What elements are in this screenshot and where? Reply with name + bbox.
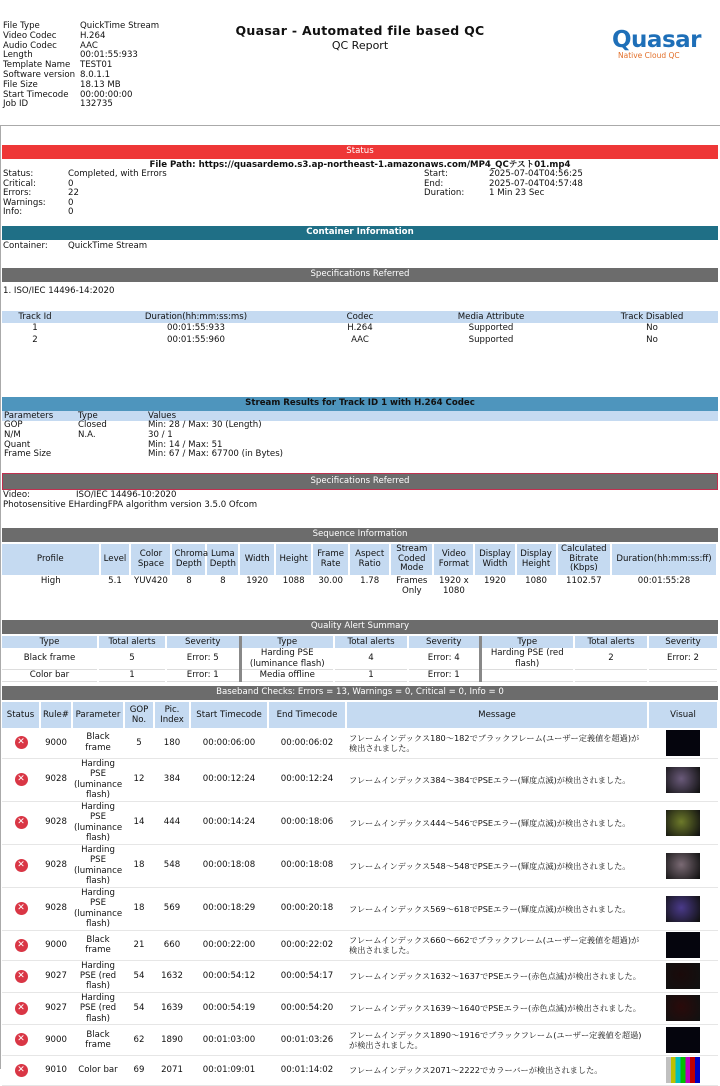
error-icon[interactable]: ✕ (15, 1064, 28, 1077)
frame-thumbnail[interactable] (666, 730, 700, 756)
sequence-column-header: Level (100, 544, 131, 575)
quality-alert-bar: Quality Alert Summary (2, 620, 718, 634)
visual-cell (648, 960, 718, 992)
table-cell: Black frame (72, 728, 124, 758)
baseband-checks-bar: Baseband Checks: Errors = 13, Warnings = 0, Critical = 0, Info = 0 (2, 686, 718, 700)
table-cell: 00:00:14:24 (190, 801, 268, 844)
error-icon[interactable]: ✕ (15, 1002, 28, 1015)
table-cell: Frame Size (4, 449, 52, 460)
frame-thumbnail[interactable] (666, 1057, 700, 1083)
status-key: Status: (3, 169, 34, 179)
spec-item: 1. ISO/IEC 14496-14:2020 (3, 286, 115, 296)
status-cell (2, 1024, 40, 1055)
table-row (2, 441, 718, 451)
specs-referred-bar-2: Specifications Referred (2, 473, 718, 490)
table-cell: Black frame (72, 1024, 124, 1055)
table-cell: 1 (32, 323, 38, 333)
table-cell: Supported (468, 323, 514, 333)
table-cell: Harding PSE (luminance flash) (74, 801, 123, 843)
table-cell: 9000 (40, 930, 72, 960)
container-label: Container: (3, 241, 48, 251)
table-cell: 54 (124, 992, 154, 1024)
sequence-column-header: Stream Coded Mode (390, 544, 433, 575)
table-cell: 548 (154, 844, 190, 887)
table-row (2, 844, 718, 887)
quality-column-header: Type (480, 636, 574, 648)
table-cell (648, 670, 718, 682)
baseband-column-header: Pic. Index (154, 702, 190, 728)
table-cell: 00:00:22:02 (268, 930, 346, 960)
table-cell: 00:00:12:24 (268, 758, 346, 801)
table-cell: N/M (4, 429, 21, 440)
status-key: Errors: (3, 188, 32, 198)
table-cell: 1632 (154, 960, 190, 992)
table-cell: Harding PSE (luminance flash) (74, 887, 123, 929)
baseband-column-header: Start Timecode (190, 702, 268, 728)
baseband-column-header: Parameter (72, 702, 124, 728)
table-cell: 1920 x 1080 (439, 576, 469, 596)
frame-thumbnail[interactable] (666, 995, 700, 1021)
table-cell: 1080 (525, 576, 547, 586)
table-row (2, 431, 718, 441)
table-cell: 00:00:18:06 (268, 801, 346, 844)
table-cell: 00:00:54:17 (268, 960, 346, 992)
table-cell: 9028 (40, 801, 72, 844)
table-cell: 5 (124, 728, 154, 758)
status-value: 0 (68, 197, 74, 208)
table-row (2, 648, 718, 670)
status-cell (2, 758, 40, 801)
status-value: 2025-07-04T04:57:48 (489, 178, 583, 189)
meta-key: File Size (3, 79, 38, 90)
track-column-header: Codec (324, 311, 396, 323)
table-cell: 1 (98, 670, 166, 682)
meta-key: Length (3, 50, 33, 61)
table-cell: 00:00:18:08 (190, 844, 268, 887)
table-cell: 30.00 (318, 576, 343, 586)
stream-column-header: Values (146, 411, 718, 421)
table-cell: Min: 28 / Max: 30 (Length) (148, 420, 262, 430)
sequence-column-header: Aspect Ratio (349, 544, 390, 575)
container-value: QuickTime Stream (68, 241, 148, 251)
message-cell: フレームインデックス384～384でPSEエラー(輝度点滅)が検出されました。 (346, 758, 648, 801)
table-cell: 00:01:55:933 (167, 323, 225, 333)
status-bar: Status (2, 145, 718, 159)
table-cell: 69 (124, 1055, 154, 1085)
table-cell: High (40, 576, 61, 586)
table-cell: 00:00:22:00 (190, 930, 268, 960)
quality-column-header: Total alerts (98, 636, 166, 648)
table-cell: 569 (154, 887, 190, 930)
stream-column-header: Type (76, 411, 146, 421)
table-cell: 00:00:54:19 (190, 992, 268, 1024)
logo-wordmark: Quasar (612, 27, 701, 53)
table-cell: 2071 (154, 1055, 190, 1085)
table-row (2, 887, 718, 930)
status-cell (2, 960, 40, 992)
status-cell (2, 728, 40, 758)
meta-value: 132735 (80, 99, 113, 110)
quality-column-header: Total alerts (334, 636, 408, 648)
quasar-logo (612, 27, 701, 60)
container-info-bar: Container Information (2, 226, 718, 240)
meta-value: TEST01 (80, 60, 113, 71)
table-cell: Supported (468, 334, 514, 345)
table-cell: Harding PSE (red flash) (480, 648, 574, 670)
table-cell: 9000 (40, 1024, 72, 1055)
table-row (2, 670, 718, 682)
meta-key: Template Name (3, 60, 71, 71)
table-cell: Harding PSE (red flash) (72, 992, 124, 1024)
table-cell: 660 (154, 930, 190, 960)
table-cell: 8 (186, 576, 192, 586)
frame-thumbnail[interactable] (666, 932, 700, 958)
table-cell: Error: 1 (408, 670, 480, 682)
table-cell: 2 (574, 648, 648, 670)
status-value: Completed, with Errors (68, 169, 167, 179)
table-cell: 1.78 (360, 576, 380, 586)
quality-column-header: Type (2, 636, 98, 648)
message-cell: フレームインデックス2071～2222でカラーバーが検出されました。 (346, 1055, 648, 1085)
table-cell: 00:01:03:00 (190, 1024, 268, 1055)
visual-cell (648, 728, 718, 758)
message-cell: フレームインデックス444～546でPSEエラー(輝度点滅)が検出されました。 (346, 801, 648, 844)
sequence-column-header: Width (239, 544, 275, 575)
status-cell (2, 844, 40, 887)
sequence-column-header: Frame Rate (312, 544, 349, 575)
status-row (3, 199, 167, 209)
status-cell (2, 992, 40, 1024)
table-cell: 00:00:20:18 (268, 887, 346, 930)
error-icon[interactable]: ✕ (15, 939, 28, 952)
table-cell: 4 (334, 648, 408, 670)
error-icon[interactable]: ✕ (15, 773, 28, 786)
table-cell: Black frame (2, 648, 98, 670)
meta-key: File Type (3, 21, 40, 31)
sequence-column-header: Duration(hh:mm:ss:ff) (611, 544, 717, 575)
status-key: Critical: (3, 178, 36, 189)
table-row (2, 728, 718, 758)
table-row (2, 801, 718, 844)
table-cell: 00:00:12:24 (190, 758, 268, 801)
meta-value: 8.0.1.1 (80, 69, 111, 80)
table-cell: 9028 (40, 758, 72, 801)
table-cell: 384 (154, 758, 190, 801)
table-cell: 30 / 1 (148, 429, 173, 440)
table-row (2, 323, 718, 335)
error-icon[interactable]: ✕ (15, 902, 28, 915)
pse-algorithm: Photosensitive EHardingFPA algorithm version 3.5.0 Ofcom (3, 500, 258, 510)
baseband-column-header: End Timecode (268, 702, 346, 728)
message-cell: フレームインデックス660～662でブラックフレーム(ユーザー定義値を超過)が検出されました。 (346, 930, 648, 960)
table-cell: Harding PSE (red flash) (72, 960, 124, 992)
table-row (2, 421, 718, 431)
sequence-column-header: Display Height (516, 544, 557, 575)
meta-row (3, 100, 159, 110)
table-cell (76, 441, 146, 451)
sequence-column-header: Luma Depth (206, 544, 239, 575)
error-icon[interactable]: ✕ (15, 970, 28, 983)
track-column-header: Track Disabled (586, 311, 718, 323)
sequence-column-header: Display Width (474, 544, 515, 575)
table-cell: 5 (98, 648, 166, 670)
baseband-column-header: GOP No. (124, 702, 154, 728)
table-cell: Color bar (2, 670, 98, 682)
table-cell: 9027 (40, 960, 72, 992)
meta-value: 18.13 MB (80, 79, 121, 90)
stream-results-table (2, 411, 718, 460)
meta-value: QuickTime Stream (80, 21, 160, 31)
table-cell: H.264 (347, 323, 373, 333)
table-cell: 62 (124, 1024, 154, 1055)
sequence-column-header: Height (275, 544, 312, 575)
table-cell: 9010 (40, 1055, 72, 1085)
table-cell: 9028 (40, 887, 72, 930)
video-spec-value: ISO/IEC 14496-10:2020 (76, 490, 177, 500)
table-cell: Closed (78, 420, 107, 430)
table-cell: 54 (124, 960, 154, 992)
table-cell: 00:00:18:08 (268, 844, 346, 887)
meta-value: H.264 (80, 30, 106, 41)
sequence-column-header: Chroma Depth (171, 544, 206, 575)
status-timing (424, 170, 583, 199)
meta-key: Start Timecode (3, 89, 69, 100)
table-cell: Error: 4 (408, 648, 480, 670)
table-cell: 1 (334, 670, 408, 682)
file-path: File Path: https://quasardemo.s3.ap-northeast-1.amazonaws.com/MP4_QCテスト01.mp4 (149, 160, 571, 170)
table-cell: Quant (4, 439, 31, 450)
status-cell (2, 887, 40, 930)
meta-value: 00:00:00:00 (80, 89, 133, 100)
table-cell: YUV420 (134, 576, 168, 586)
table-cell: 00:00:06:00 (190, 728, 268, 758)
visual-cell (648, 992, 718, 1024)
track-column-header: Track Id (2, 311, 68, 323)
table-cell: 1102.57 (566, 576, 602, 586)
error-icon[interactable]: ✕ (15, 816, 28, 829)
table-cell: 00:01:14:02 (268, 1055, 346, 1085)
table-row (2, 960, 718, 992)
status-cell (2, 1055, 40, 1085)
table-row (2, 930, 718, 960)
quality-alert-table (2, 636, 719, 682)
status-key: End: (424, 178, 444, 189)
quality-column-header: Type (240, 636, 334, 648)
frame-thumbnail[interactable] (666, 1027, 700, 1053)
baseband-column-header: Message (346, 702, 648, 728)
message-cell: フレームインデックス569～618でPSEエラー(輝度点滅)が検出されました。 (346, 887, 648, 930)
frame-thumbnail[interactable] (666, 963, 700, 989)
meta-value: 00:01:55:933 (80, 50, 138, 61)
frame-thumbnail[interactable] (666, 853, 700, 879)
table-cell: 18 (124, 887, 154, 930)
meta-value: AAC (80, 40, 98, 51)
visual-cell (648, 930, 718, 960)
status-row (3, 208, 167, 218)
table-cell: 00:01:55:960 (167, 334, 225, 345)
visual-cell (648, 844, 718, 887)
table-row (2, 335, 718, 347)
table-cell: 9028 (40, 844, 72, 887)
frame-thumbnail[interactable] (666, 810, 700, 836)
table-cell: 00:01:09:01 (190, 1055, 268, 1085)
table-cell: No (646, 334, 658, 345)
message-cell: フレームインデックス1890～1916でブラックフレーム(ユーザー定義値を超過)が検出されました。 (346, 1024, 648, 1055)
track-column-header: Duration(hh:mm:ss:ms) (68, 311, 324, 323)
table-cell: 14 (124, 801, 154, 844)
table-cell: 444 (154, 801, 190, 844)
table-cell: 180 (154, 728, 190, 758)
table-cell: No (646, 323, 658, 333)
table-cell: 00:00:54:20 (268, 992, 346, 1024)
table-row (2, 992, 718, 1024)
table-cell: Min: 14 / Max: 51 (148, 439, 223, 450)
table-row (2, 758, 718, 801)
meta-key: Audio Codec (3, 40, 57, 51)
stream-column-header: Parameters (2, 411, 76, 421)
quality-column-header: Total alerts (574, 636, 648, 648)
status-value: 22 (68, 188, 79, 198)
quality-column-header: Severity (648, 636, 718, 648)
table-row (2, 450, 718, 460)
quality-column-header: Severity (166, 636, 240, 648)
report-subtitle: QC Report (331, 39, 389, 52)
table-row (2, 1055, 718, 1085)
baseband-column-header: Status (2, 702, 40, 728)
status-value: 1 Min 23 Sec (489, 188, 545, 198)
table-cell: Error: 1 (166, 670, 240, 682)
status-key: Warnings: (3, 197, 46, 208)
table-cell: Min: 67 / Max: 67700 (in Bytes) (148, 449, 284, 460)
baseband-table (2, 702, 719, 1086)
video-spec-label: Video: (3, 490, 30, 500)
table-cell (574, 670, 648, 682)
table-cell: 18 (124, 844, 154, 887)
logo-tagline: Native Cloud QC (618, 51, 680, 60)
sequence-table (2, 544, 718, 596)
status-summary (3, 170, 167, 218)
status-key: Duration: (424, 188, 465, 198)
table-cell: 00:00:06:02 (268, 728, 346, 758)
stream-header-row (2, 411, 718, 421)
table-cell: Black frame (72, 930, 124, 960)
table-cell: 00:00:54:12 (190, 960, 268, 992)
frame-thumbnail[interactable] (666, 896, 700, 922)
table-cell: 1890 (154, 1024, 190, 1055)
track-column-header: Media Attribute (396, 311, 586, 323)
table-cell: 1920 (246, 576, 269, 586)
table-cell: 2 (32, 334, 38, 345)
table-cell: Harding PSE (luminance flash) (74, 844, 123, 886)
table-cell: 00:00:18:29 (190, 887, 268, 930)
table-cell: 9027 (40, 992, 72, 1024)
sequence-column-header: Color Space (130, 544, 171, 575)
table-cell: 1088 (282, 576, 305, 586)
meta-key: Video Codec (3, 30, 57, 41)
visual-cell (648, 1055, 718, 1085)
table-cell: 8 (220, 576, 226, 586)
baseband-column-header: Visual (648, 702, 718, 728)
error-icon[interactable]: ✕ (15, 1033, 28, 1046)
visual-cell (648, 1024, 718, 1055)
table-cell: 00:01:55:28 (637, 576, 691, 586)
table-cell: Error: 2 (648, 648, 718, 670)
error-icon[interactable]: ✕ (15, 736, 28, 749)
message-cell: フレームインデックス1639～1640でPSEエラー(赤色点滅)が検出されました。 (346, 992, 648, 1024)
meta-key: Job ID (3, 99, 29, 110)
sequence-column-header: Video Format (433, 544, 474, 575)
table-cell: Error: 5 (166, 648, 240, 670)
status-key: Info: (3, 207, 23, 217)
message-cell: フレームインデックス1632～1637でPSEエラー(赤色点滅)が検出されました。 (346, 960, 648, 992)
table-cell: 9000 (40, 728, 72, 758)
meta-key: Software version (3, 69, 76, 80)
sequence-info-bar: Sequence Information (2, 528, 718, 542)
table-cell: 21 (124, 930, 154, 960)
table-cell: Color bar (72, 1055, 124, 1085)
table-cell: AAC (351, 334, 369, 345)
table-cell: 5.1 (108, 576, 122, 586)
table-cell: 1920 (484, 576, 506, 586)
status-value: 0 (68, 178, 74, 189)
stream-results-bar: Stream Results for Track ID 1 with H.264 Codec (2, 397, 718, 411)
table-cell: Media offline (240, 670, 334, 682)
message-cell: フレームインデックス180～182でブラックフレーム(ユーザー定義値を超過)が検出されました。 (346, 728, 648, 758)
status-value: 0 (68, 207, 74, 217)
status-value: 2025-07-04T04:56:25 (489, 169, 583, 179)
error-icon[interactable]: ✕ (15, 859, 28, 872)
table-cell: 12 (124, 758, 154, 801)
visual-cell (648, 887, 718, 930)
status-key: Start: (424, 169, 448, 179)
quality-column-header: Severity (408, 636, 480, 648)
visual-cell (648, 801, 718, 844)
specs-referred-bar: Specifications Referred (2, 268, 718, 282)
track-table (2, 311, 718, 346)
table-cell: 00:01:03:26 (268, 1024, 346, 1055)
visual-cell (648, 758, 718, 801)
table-cell: Frames Only (396, 576, 428, 596)
table-cell: GOP (4, 420, 23, 430)
table-cell: Harding PSE (luminance flash) (240, 648, 334, 670)
report-title: Quasar - Automated file based QC (235, 23, 485, 38)
message-cell: フレームインデックス548～548でPSEエラー(輝度点滅)が検出されました。 (346, 844, 648, 887)
frame-thumbnail[interactable] (666, 767, 700, 793)
baseband-column-header: Rule# (40, 702, 72, 728)
table-cell (480, 670, 574, 682)
table-row (2, 1024, 718, 1055)
status-row (424, 189, 583, 199)
status-cell (2, 801, 40, 844)
table-cell: 1639 (154, 992, 190, 1024)
sequence-column-header: Calculated Bitrate (Kbps) (557, 544, 611, 575)
status-cell (2, 930, 40, 960)
table-cell: N.A. (78, 429, 96, 440)
table-cell (76, 450, 146, 460)
table-cell: Harding PSE (luminance flash) (74, 758, 123, 800)
sequence-column-header: Profile (2, 544, 100, 575)
